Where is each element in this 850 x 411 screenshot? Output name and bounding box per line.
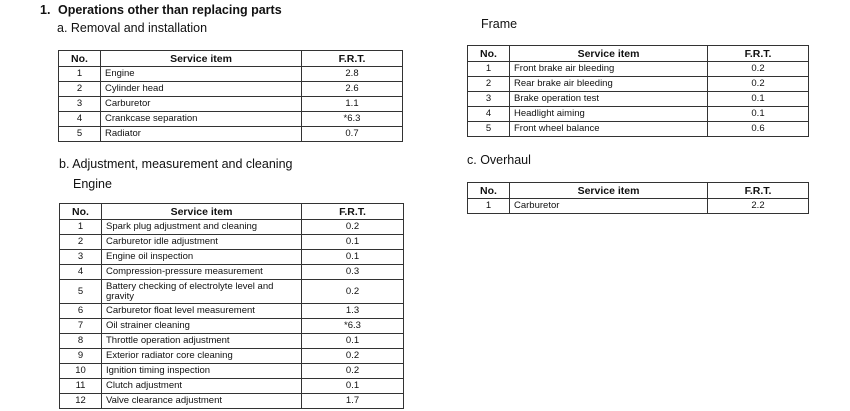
section-number: 1. <box>40 3 51 17</box>
cell-no: 5 <box>60 280 102 304</box>
col-frt-header: F.R.T. <box>708 183 809 199</box>
frame-table <box>467 45 809 137</box>
cell-no: 1 <box>468 199 510 214</box>
cell-frt: *6.3 <box>302 319 404 334</box>
cell-frt: 0.1 <box>302 334 404 349</box>
cell-frt: 2.2 <box>708 199 809 214</box>
cell-frt: 0.1 <box>708 107 809 122</box>
cell-item: Clutch adjustment <box>102 379 302 394</box>
cell-item: Carburetor float level measurement <box>102 304 302 319</box>
cell-item: Carburetor <box>510 199 708 214</box>
cell-frt: 0.3 <box>302 265 404 280</box>
col-item-header: Service item <box>102 204 302 220</box>
col-item-header: Service item <box>101 51 302 67</box>
section-title: Operations other than replacing parts <box>58 3 282 17</box>
cell-item: Battery checking of electrolyte level and gravity <box>102 280 302 304</box>
cell-no: 6 <box>60 304 102 319</box>
cell-no: 11 <box>60 379 102 394</box>
cell-frt: 0.1 <box>302 379 404 394</box>
overhaul-heading: c. Overhaul <box>467 153 531 167</box>
col-no-header: No. <box>59 51 101 67</box>
cell-item: Valve clearance adjustment <box>102 394 302 409</box>
table-row <box>60 250 404 265</box>
col-no-header: No. <box>468 183 510 199</box>
cell-no: 4 <box>59 112 101 127</box>
cell-item: Radiator <box>101 127 302 142</box>
cell-frt: 0.1 <box>302 235 404 250</box>
cell-item: Engine <box>101 67 302 82</box>
cell-item: Rear brake air bleeding <box>510 77 708 92</box>
cell-item: Compression-pressure measurement <box>102 265 302 280</box>
col-frt-header: F.R.T. <box>302 51 403 67</box>
cell-no: 7 <box>60 319 102 334</box>
removal-table <box>58 50 403 142</box>
table-header-row <box>468 183 809 199</box>
cell-frt: 0.6 <box>708 122 809 137</box>
table-row <box>60 349 404 364</box>
cell-frt: 0.1 <box>302 250 404 265</box>
cell-item: Front brake air bleeding <box>510 62 708 77</box>
cell-frt: 0.2 <box>302 220 404 235</box>
adjustment-heading: b. Adjustment, measurement and cleaning <box>59 157 293 171</box>
cell-item: Carburetor <box>101 97 302 112</box>
table-header-row <box>60 204 404 220</box>
cell-no: 4 <box>60 265 102 280</box>
table-row <box>468 199 809 214</box>
cell-frt: 0.2 <box>708 77 809 92</box>
cell-no: 8 <box>60 334 102 349</box>
cell-frt: 1.3 <box>302 304 404 319</box>
cell-item: Engine oil inspection <box>102 250 302 265</box>
table-header-row <box>59 51 403 67</box>
cell-no: 1 <box>59 67 101 82</box>
cell-no: 4 <box>468 107 510 122</box>
table-row <box>468 62 809 77</box>
cell-no: 2 <box>59 82 101 97</box>
cell-frt: 0.2 <box>302 364 404 379</box>
cell-frt: 1.1 <box>302 97 403 112</box>
cell-no: 1 <box>60 220 102 235</box>
table-row <box>60 235 404 250</box>
cell-frt: 0.7 <box>302 127 403 142</box>
cell-item: Carburetor idle adjustment <box>102 235 302 250</box>
cell-item: Exterior radiator core cleaning <box>102 349 302 364</box>
table-row <box>468 77 809 92</box>
cell-no: 10 <box>60 364 102 379</box>
cell-frt: 0.2 <box>302 280 404 304</box>
cell-frt: 2.8 <box>302 67 403 82</box>
table-row <box>59 67 403 82</box>
cell-frt: *6.3 <box>302 112 403 127</box>
cell-no: 5 <box>468 122 510 137</box>
cell-item: Cylinder head <box>101 82 302 97</box>
col-frt-header: F.R.T. <box>708 46 809 62</box>
table-row <box>60 304 404 319</box>
cell-frt: 0.2 <box>302 349 404 364</box>
cell-item: Headlight aiming <box>510 107 708 122</box>
cell-frt: 2.6 <box>302 82 403 97</box>
cell-no: 3 <box>468 92 510 107</box>
cell-item: Throttle operation adjustment <box>102 334 302 349</box>
table-row <box>468 92 809 107</box>
table-row <box>60 334 404 349</box>
cell-item: Brake operation test <box>510 92 708 107</box>
table-row <box>60 280 404 304</box>
table-row <box>59 97 403 112</box>
table-row <box>468 107 809 122</box>
cell-no: 9 <box>60 349 102 364</box>
table-row <box>60 265 404 280</box>
table-row <box>59 127 403 142</box>
cell-no: 3 <box>60 250 102 265</box>
cell-frt: 0.1 <box>708 92 809 107</box>
table-row <box>60 220 404 235</box>
cell-no: 1 <box>468 62 510 77</box>
cell-item: Oil strainer cleaning <box>102 319 302 334</box>
cell-no: 12 <box>60 394 102 409</box>
engine-subheading: Engine <box>73 177 112 191</box>
table-row <box>59 112 403 127</box>
col-frt-header: F.R.T. <box>302 204 404 220</box>
cell-item: Crankcase separation <box>101 112 302 127</box>
frame-subheading: Frame <box>481 17 518 31</box>
table-row <box>468 122 809 137</box>
cell-no: 2 <box>60 235 102 250</box>
col-no-header: No. <box>60 204 102 220</box>
table-row <box>60 319 404 334</box>
overhaul-table <box>467 182 809 214</box>
section-heading <box>40 3 282 17</box>
cell-item: Ignition timing inspection <box>102 364 302 379</box>
cell-item: Front wheel balance <box>510 122 708 137</box>
removal-heading: a. Removal and installation <box>57 21 208 35</box>
col-item-header: Service item <box>510 46 708 62</box>
col-no-header: No. <box>468 46 510 62</box>
engine-table <box>59 203 404 409</box>
cell-item: Spark plug adjustment and cleaning <box>102 220 302 235</box>
table-row <box>60 364 404 379</box>
table-row <box>60 379 404 394</box>
cell-no: 5 <box>59 127 101 142</box>
table-row <box>60 394 404 409</box>
cell-no: 2 <box>468 77 510 92</box>
col-item-header: Service item <box>510 183 708 199</box>
cell-frt: 0.2 <box>708 62 809 77</box>
cell-frt: 1.7 <box>302 394 404 409</box>
table-header-row <box>468 46 809 62</box>
cell-no: 3 <box>59 97 101 112</box>
table-row <box>59 82 403 97</box>
